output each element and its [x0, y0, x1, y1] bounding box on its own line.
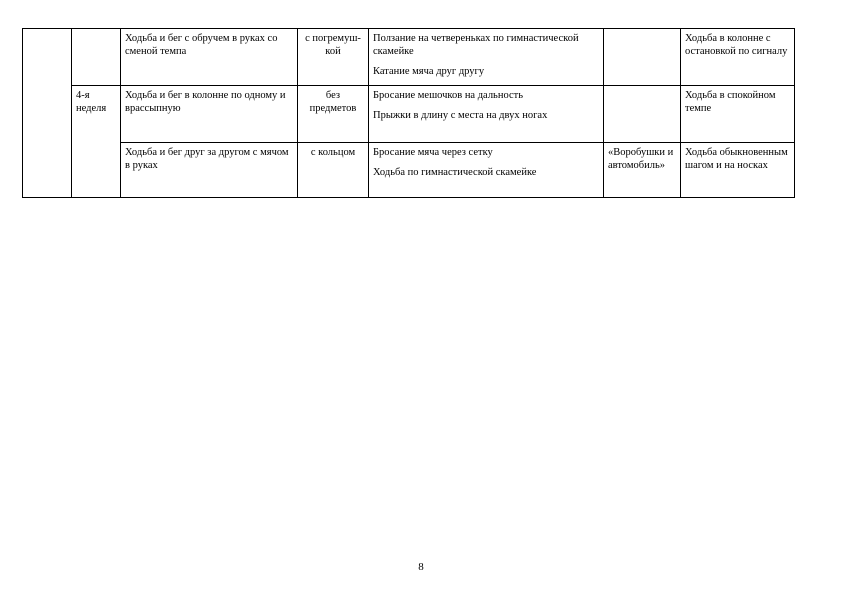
walking-running-cell: Ходьба и бег в колонне по одному и врассыпную: [121, 86, 298, 143]
main-movement-item: Бросание мяча через сетку: [373, 147, 493, 158]
lesson-plan-table: [22, 28, 795, 198]
main-movement-item: Прыжки в длину с места на двух ногах: [373, 110, 548, 121]
table-row: [23, 86, 795, 143]
page-number: 8: [418, 561, 424, 573]
final-part-cell: Ходьба в спокойном темпе: [681, 86, 795, 143]
final-part-cell: Ходьба в колонне с остановкой по сигналу: [681, 29, 795, 86]
main-movements-cell: [369, 143, 604, 198]
equipment-cell: без предметов: [298, 86, 369, 143]
main-movements-cell: [369, 29, 604, 86]
final-part-cell: Ходьба обыкновенным шагом и на носках: [681, 143, 795, 198]
game-cell: [604, 86, 681, 143]
main-movement-item: Ползание на четвереньках по гимнастической скамейке: [373, 33, 579, 57]
game-cell: [604, 29, 681, 86]
main-movement-item: Катание мяча друг другу: [373, 66, 485, 77]
equipment-cell: с кольцом: [298, 143, 369, 198]
week-cell: 4-я неделя: [72, 86, 121, 198]
month-cell: [23, 29, 72, 198]
equipment-cell: с погремуш-кой: [298, 29, 369, 86]
main-movement-item: Бросание мешочков на дальность: [373, 90, 524, 101]
walking-running-cell: Ходьба и бег с обручем в руках со сменой темпа: [121, 29, 298, 86]
game-cell: «Воробушки и автомобиль»: [604, 143, 681, 198]
walking-running-cell: Ходьба и бег друг за другом с мячом в руках: [121, 143, 298, 198]
week-cell: [72, 29, 121, 86]
table-row: [23, 29, 795, 86]
main-movements-cell: [369, 86, 604, 143]
table-row: [23, 143, 795, 198]
main-movement-item: Ходьба по гимнастической скамейке: [373, 167, 537, 178]
